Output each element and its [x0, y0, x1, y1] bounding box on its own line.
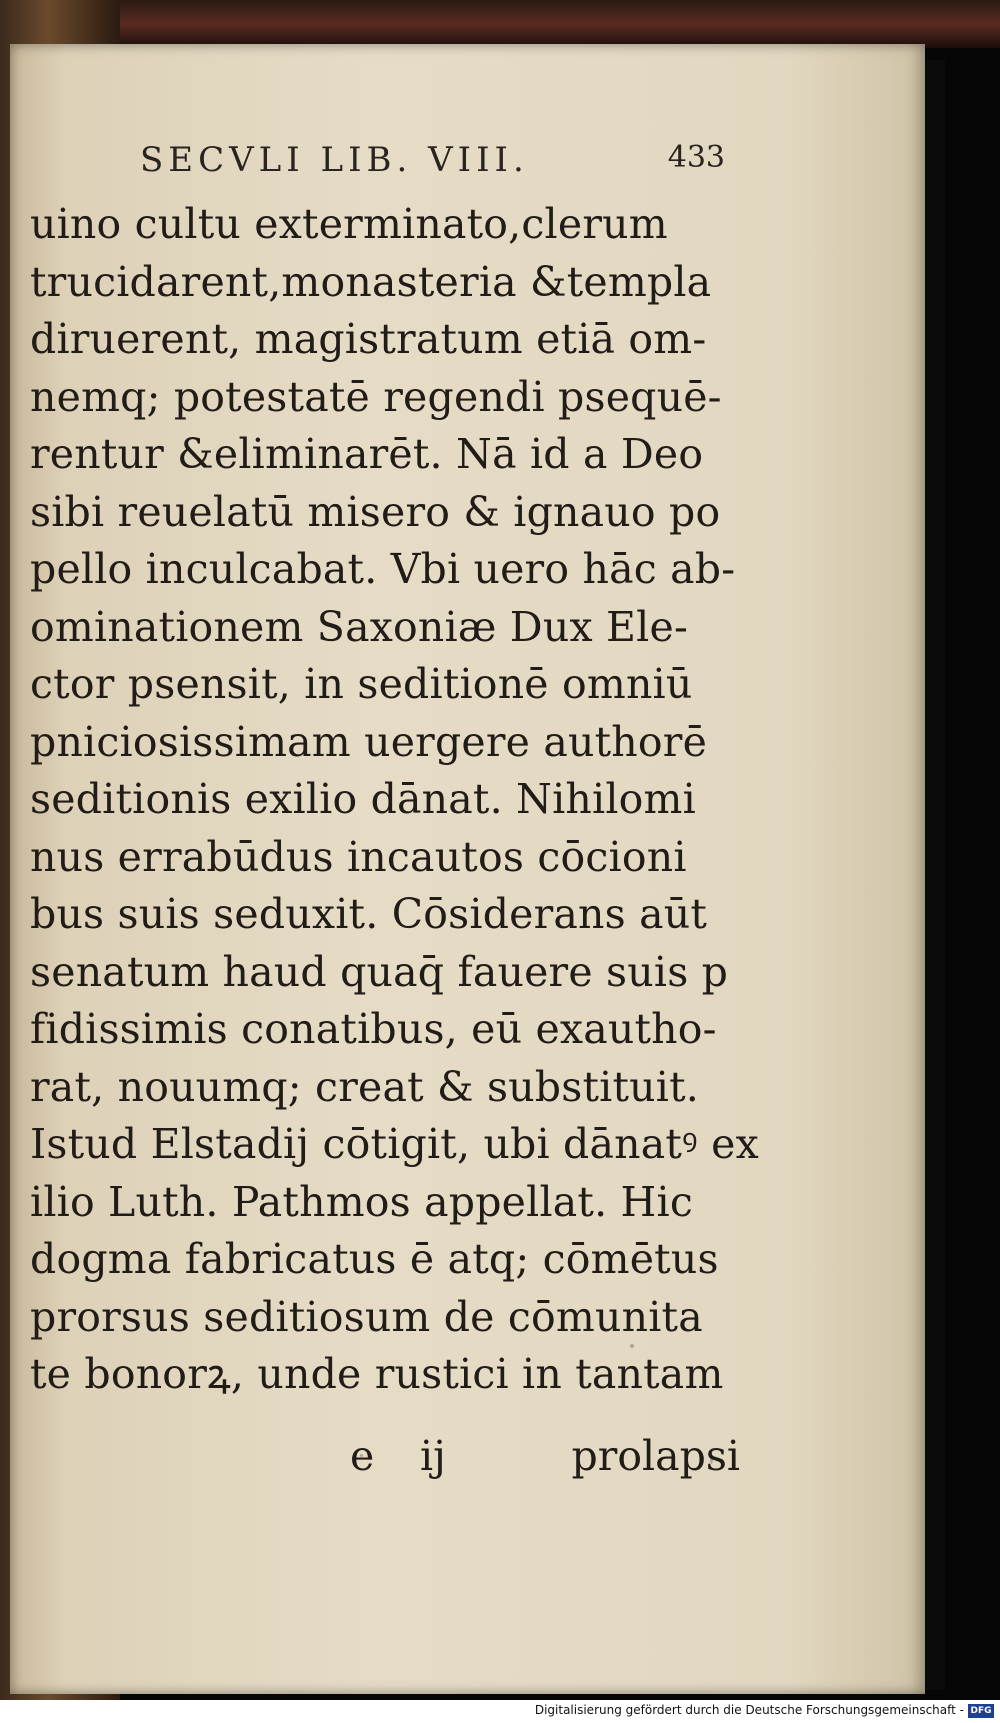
funding-credit: Digitalisierung gefördert durch die Deutsche Forschungsgemeinschaft - [534, 1703, 964, 1717]
text-line: pniciosissimam uergere authorē [30, 717, 708, 766]
text-line: bus suis seduxit. Cōsiderans aūt [30, 890, 708, 938]
signature-mark: e [350, 1432, 375, 1480]
signature-number: ij [420, 1432, 446, 1480]
text-line: Istud Elstadij cōtigit, ubi dānatꝰ ex [30, 1120, 759, 1168]
text-line: nemq; potestatē regendi psequē- [30, 372, 722, 421]
text-line: seditionis exilio dānat. Nihilomi [30, 775, 696, 823]
text-line: te bonorꝝ, unde rustici in tantam [30, 1350, 724, 1398]
text-line: ctor psensit, in seditionē omniū [30, 660, 693, 708]
text-line: fidissimis conatibus, eū exautho- [30, 1005, 717, 1053]
text-line: dogma fabricatus ē atq; cōmētus [30, 1235, 719, 1283]
text-line: rat, nouumq; creat & substituit. [30, 1062, 699, 1111]
text-line: uino cultu exterminato,clerum [30, 200, 668, 248]
running-title: SECVLI LIB. VIII. [140, 140, 529, 180]
page-number: 433 [667, 140, 725, 175]
text-line: pello inculcabat. Vbi uero hāc ab- [30, 545, 736, 593]
text-line: trucidarent,monasteria &templa [30, 257, 712, 306]
text-line: diruerent, magistratum etiā om- [30, 315, 707, 363]
text-line: senatum haud quaq̄ fauere suis p [30, 947, 729, 996]
text-line: nus errabūdus incautos cōcioni [30, 832, 687, 881]
page-gutter-shadow [925, 60, 945, 1690]
text-line: ominationem Saxoniæ Dux Ele- [30, 602, 688, 651]
catchword-line [350, 1432, 740, 1492]
catchword: prolapsi [571, 1432, 740, 1480]
dfg-logo: DFG [968, 1704, 994, 1718]
text-line: rentur &eliminarēt. Nā id a Deo [30, 430, 704, 478]
text-line: prorsus seditiosum de cōmunita [30, 1292, 703, 1341]
text-block [30, 196, 759, 1404]
book-top-edge [0, 0, 1000, 48]
digitization-footer [0, 1700, 1000, 1723]
text-line: sibi reuelatū misero & ignauo po [30, 487, 721, 536]
page-header [140, 140, 725, 190]
text-line: ilio Luth. Pathmos appellat. Hic [30, 1177, 693, 1226]
